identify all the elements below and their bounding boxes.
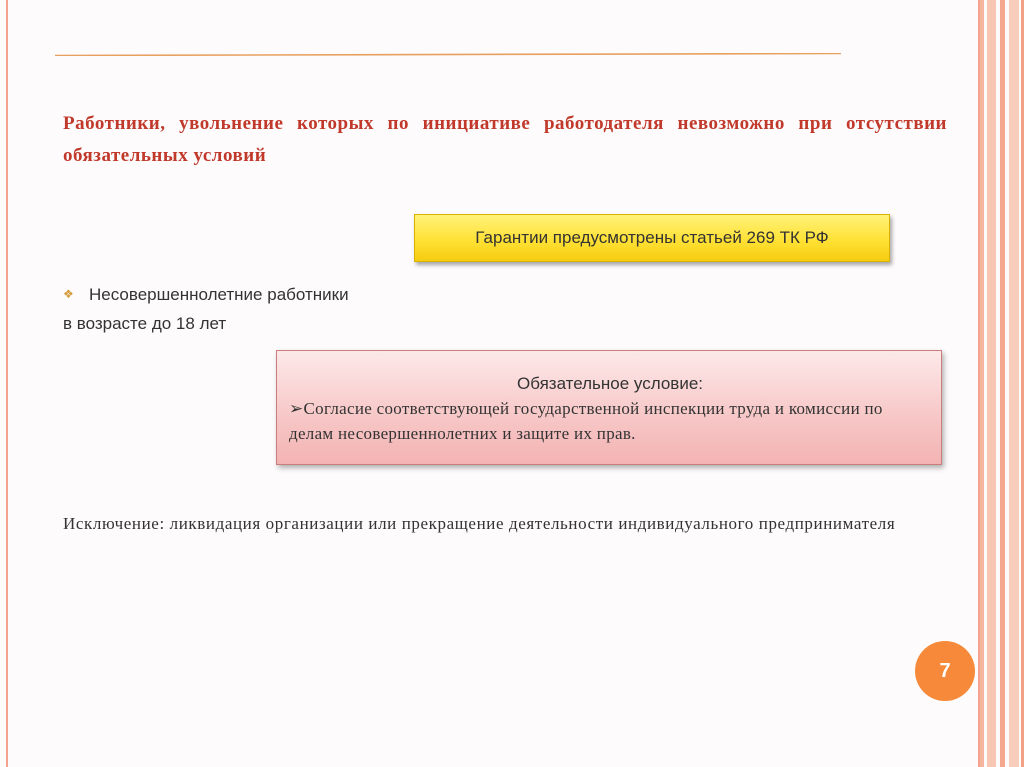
title-divider — [55, 53, 841, 56]
item-text-line1: Несовершеннолетние работники — [89, 285, 349, 304]
page-number-badge — [915, 641, 975, 701]
item-text-line2: в возрасте до 18 лет — [63, 314, 227, 333]
condition-title: Обязательное условие: — [516, 374, 704, 393]
guarantee-text: Гарантии предусмотрены статьей 269 ТК РФ — [475, 228, 829, 247]
slide-title: Работники, увольнение которых по инициативе работодателя невозможно при отсутствии обязательных условий — [63, 113, 947, 166]
exception-text: Исключение: ликвидация организации или прекращение деятельности индивидуального предпринимателя — [63, 514, 896, 533]
decorative-stripes — [980, 0, 1024, 767]
page-number: 7 — [939, 659, 951, 682]
diamond-bullet-icon: ❖ — [63, 287, 74, 301]
condition-callout — [276, 350, 942, 465]
guarantee-callout — [414, 214, 890, 262]
minor-workers-item — [63, 280, 483, 338]
condition-text: ➢Согласие соответствующей государственной инспекции труда и комиссии по делам несовершеннолетних и защите их прав. — [289, 399, 883, 443]
